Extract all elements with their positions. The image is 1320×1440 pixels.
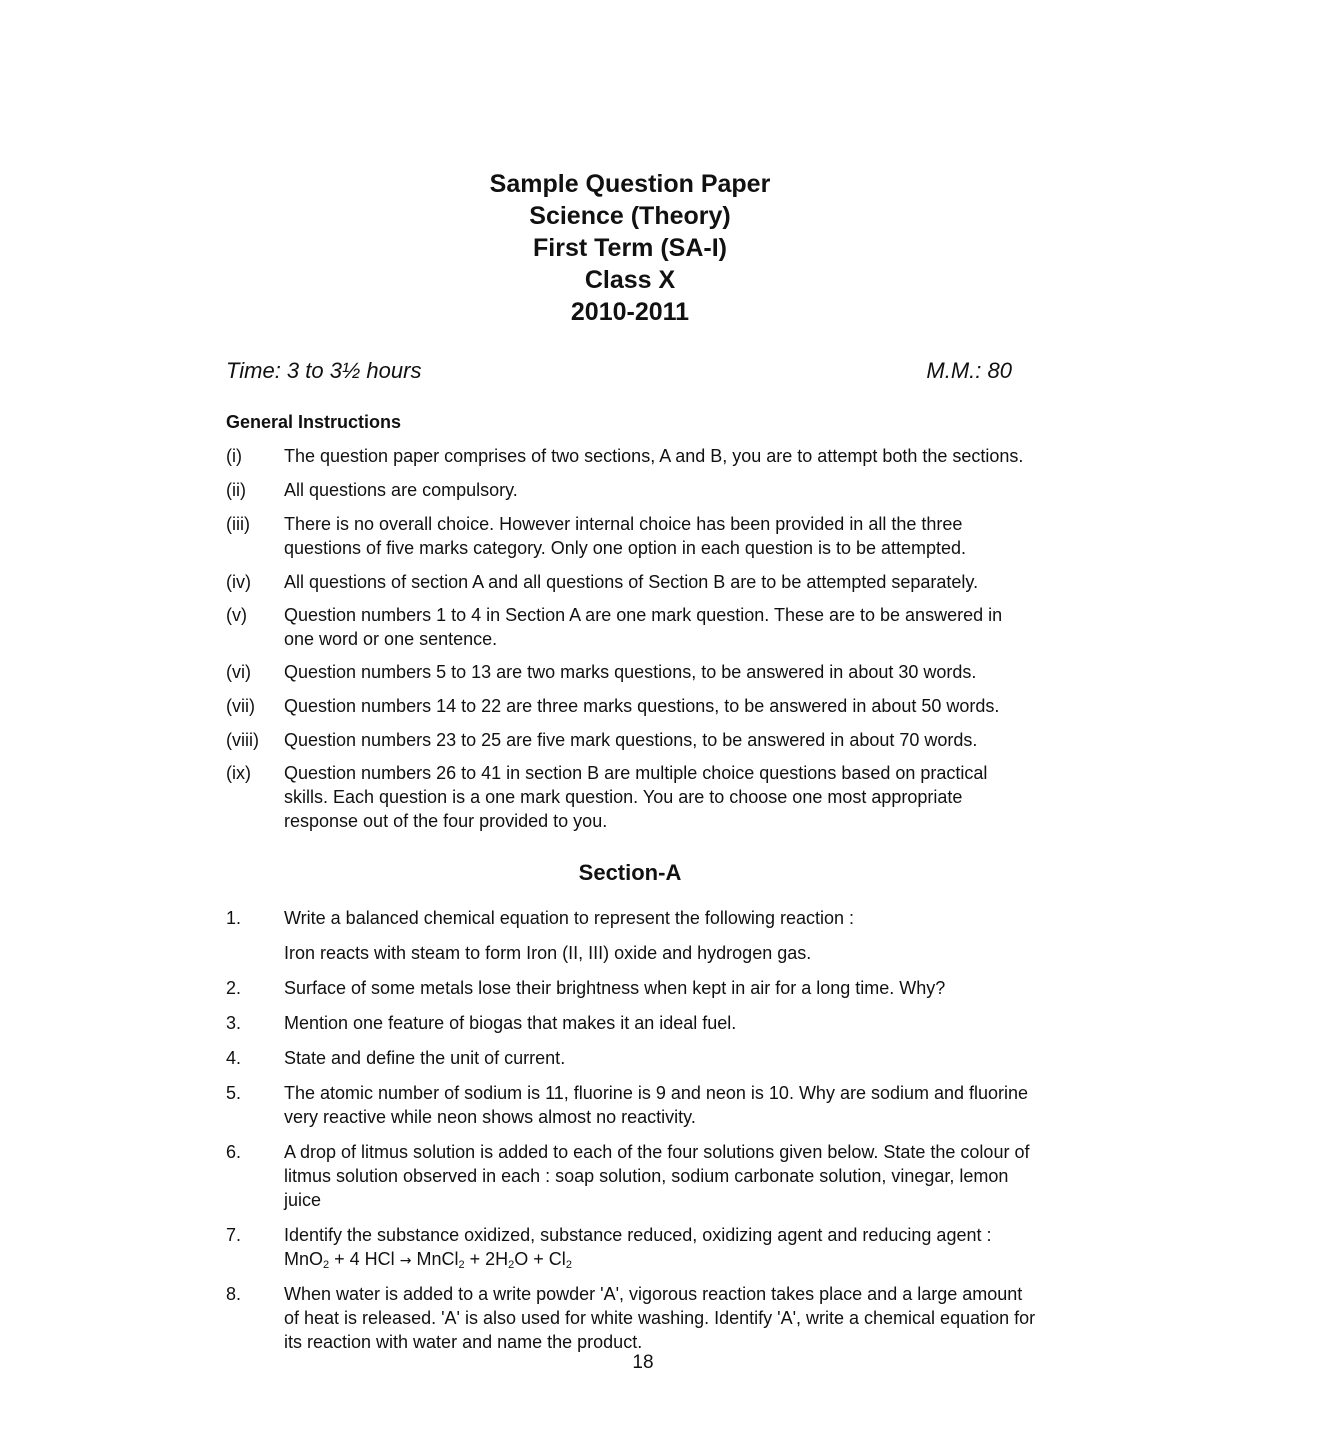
instruction-number: (iv): [226, 572, 251, 592]
eq-sub: 2: [508, 1259, 515, 1271]
title-line-paper: Sample Question Paper: [489, 170, 771, 198]
question-number: 4.: [226, 1048, 242, 1068]
question-number: 6.: [226, 1142, 242, 1162]
eq-sub: 2: [323, 1259, 330, 1271]
question-text: Identify the substance oxidized, substance reduced, oxidizing agent and reducing agent :: [284, 1225, 992, 1245]
instruction-number: (iii): [226, 514, 250, 534]
question-text: State and define the unit of current.: [284, 1048, 566, 1068]
instruction-number: (ii): [226, 480, 246, 500]
question-subtext: Iron reacts with steam to form Iron (II, III) oxide and hydrogen gas.: [284, 943, 812, 963]
eq-chlorine: + Cl: [533, 1249, 566, 1269]
instruction-text: All questions of section A and all questions of Section B are to be attempted separately.: [284, 572, 979, 592]
instruction-number: (vi): [226, 662, 251, 682]
eq-sub: 2: [565, 1259, 572, 1271]
instruction-number: (i): [226, 446, 242, 466]
question-number: 3.: [226, 1013, 242, 1033]
question-text: When water is added to a write powder 'A', vigorous reaction takes place and a large amount of heat is released. 'A' is also used for white washing. Identify 'A', write a chemical equation for its reaction with water and name the product.: [284, 1284, 1036, 1352]
instruction-text: Question numbers 5 to 13 are two marks questions, to be answered in about 30 words.: [284, 662, 977, 682]
instruction-text: The question paper comprises of two sections, A and B, you are to attempt both the sections.: [284, 446, 1024, 466]
title-line-year: 2010-2011: [570, 298, 690, 326]
chemical-equation: [284, 1247, 1036, 1277]
instruction-number: (viii): [226, 730, 259, 750]
instruction-text: Question numbers 1 to 4 in Section A are one mark question. These are to be answered in one word or one sentence.: [284, 605, 1003, 649]
instruction-text: All questions are compulsory.: [284, 480, 518, 500]
instruction-text: Question numbers 14 to 22 are three marks questions, to be answered in about 50 words.: [284, 696, 1000, 716]
max-marks: M.M.: 80: [926, 358, 1012, 383]
instruction-number: (ix): [226, 763, 251, 783]
eq-product-mncl: MnCl: [416, 1249, 459, 1269]
general-instructions-heading: General Instructions: [226, 412, 402, 432]
title-line-class: Class X: [584, 266, 676, 294]
eq-water: + 2H: [469, 1249, 509, 1269]
eq-reactant-mno: MnO: [284, 1249, 324, 1269]
question-text: Mention one feature of biogas that makes it an ideal fuel.: [284, 1013, 737, 1033]
instruction-text: There is no overall choice. However internal choice has been provided in all the three questions of five marks category. Only one option in each question is to be attempted.: [284, 514, 967, 558]
question-number: 8.: [226, 1284, 242, 1304]
eq-sub: 2: [458, 1259, 465, 1271]
question-number: 1.: [226, 908, 242, 928]
instruction-text: Question numbers 26 to 41 in section B are multiple choice questions based on practical skills. Each question is a one mark question. You are to choose one most appropriate response out of the four provided to you.: [284, 763, 988, 831]
question-text: Write a balanced chemical equation to represent the following reaction :: [284, 908, 854, 928]
question-text: The atomic number of sodium is 11, fluorine is 9 and neon is 10. Why are sodium and fluorine very reactive while neon shows almost no reactivity.: [284, 1083, 1029, 1127]
meta-row: [226, 358, 1012, 384]
question-text: Surface of some metals lose their brightness when kept in air for a long time. Why?: [284, 978, 946, 998]
question-number: 7.: [226, 1225, 242, 1245]
title-line-subject: Science (Theory): [529, 202, 731, 230]
title-block: [0, 168, 1260, 328]
instruction-number: (v): [226, 605, 247, 625]
time-allowed: Time: 3 to 3½ hours: [226, 358, 422, 383]
question-number: 2.: [226, 978, 242, 998]
section-a-title: Section-A: [578, 860, 682, 885]
reaction-arrow-icon: →: [399, 1253, 412, 1269]
question-number: 5.: [226, 1083, 242, 1103]
instruction-number: (vii): [226, 696, 255, 716]
title-line-term: First Term (SA-I): [533, 234, 727, 262]
eq-water-tail: O: [514, 1249, 529, 1269]
instruction-text: Question numbers 23 to 25 are five mark questions, to be answered in about 70 words.: [284, 730, 978, 750]
question-text: A drop of litmus solution is added to each of the four solutions given below. State the colour of litmus solution observed in each : soap solution, sodium carbonate solution, vinegar, lemon juice: [284, 1142, 1030, 1210]
page-number: 18: [632, 1352, 654, 1373]
eq-hcl: + 4 HCl: [334, 1249, 395, 1269]
